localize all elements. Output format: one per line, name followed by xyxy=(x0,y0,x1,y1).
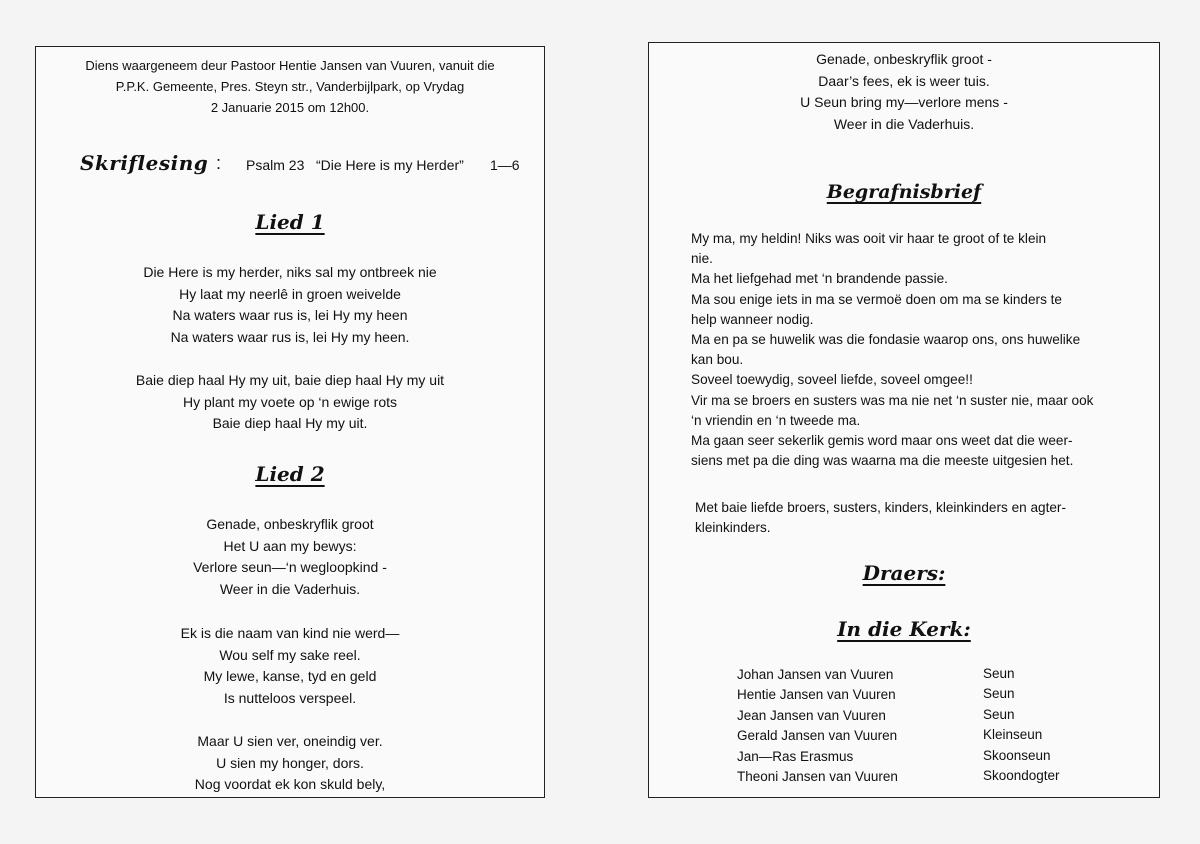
bearer-relation: Seun xyxy=(983,666,1015,681)
bearer-name: Jan—Ras Erasmus xyxy=(737,748,854,764)
letter-line: Ma het liefgehad met ‘n brandende passie. xyxy=(691,271,948,287)
letter-line: siens met pa die ding was waarna ma die meeste uitgesien het. xyxy=(691,453,1074,469)
verse-line: Ek is die naam van kind nie werd— xyxy=(180,625,400,641)
bearers-list xyxy=(737,667,1097,789)
church-title: In die Kerk: xyxy=(837,617,971,641)
letter-line: ‘n vriendin en ‘n tweede ma. xyxy=(691,412,861,428)
bearer-row xyxy=(737,728,1097,748)
letter-line: Vir ma se broers en susters was ma nie net ‘n suster nie, maar ook xyxy=(691,392,1094,408)
letter-heading xyxy=(649,181,1159,204)
verse-line: Na waters waar rus is, lei Hy my heen xyxy=(172,307,408,323)
bearer-row xyxy=(737,749,1097,769)
song2-title: Lied 2 xyxy=(255,462,325,486)
reading-colon: : xyxy=(216,153,222,173)
service-intro xyxy=(36,55,544,118)
bearer-row xyxy=(737,667,1097,687)
reading-label: Skriflesing xyxy=(80,151,209,175)
verse-line: Genade, onbeskryflik groot xyxy=(206,516,374,532)
bearer-relation: Kleinseun xyxy=(983,727,1043,743)
letter-line: Ma en pa se huwelik was die fondasie waarop ons, ons huwelike xyxy=(691,332,1081,348)
verse-line: Genade, onbeskryflik groot - xyxy=(816,51,992,67)
letter-line: help wanneer nodig. xyxy=(691,311,814,327)
bearers-heading xyxy=(649,561,1159,586)
bearer-name: Hentie Jansen van Vuuren xyxy=(737,687,896,703)
intro-line: 2 Januarie 2015 om 12h00. xyxy=(210,100,370,115)
verse-line: Na waters waar rus is, lei Hy my heen. xyxy=(170,328,410,345)
song1-title: Lied 1 xyxy=(255,210,325,234)
bearers-title: Draers: xyxy=(862,561,946,585)
letter-title: Begrafnisbrief xyxy=(826,181,982,203)
bearer-name: Johan Jansen van Vuuren xyxy=(737,667,894,682)
letter-line: nie. xyxy=(691,251,713,267)
scripture-reading xyxy=(80,151,520,178)
letter-line: Soveel toewydig, soveel liefde, soveel omgee!! xyxy=(691,372,973,388)
church-heading xyxy=(649,617,1159,642)
bearer-relation: Seun xyxy=(983,706,1015,722)
bearer-relation: Skoonseun xyxy=(983,747,1051,763)
song2-verse3 xyxy=(36,731,544,796)
verse-line: U Seun bring my—verlore mens - xyxy=(800,94,1008,110)
reading-reference: Psalm 23 xyxy=(246,157,305,173)
verse-line: Baie diep haal Hy my uit. xyxy=(212,415,368,431)
closing-line: Met baie liefde broers, susters, kinders, kleinkinders en agter- xyxy=(695,500,1066,515)
song1-verse2 xyxy=(36,370,544,435)
right-page xyxy=(648,42,1160,798)
verse-line: Hy laat my neerlê in groen weivelde xyxy=(179,285,401,302)
funeral-letter xyxy=(691,229,1131,471)
song2-verse2 xyxy=(36,623,544,709)
song2-heading xyxy=(36,462,544,487)
verse-line: Wou self my sake reel. xyxy=(219,646,361,663)
bearer-relation: Seun xyxy=(983,686,1015,702)
reading-verses: 1—6 xyxy=(490,157,520,173)
bearer-name: Theoni Jansen van Vuuren xyxy=(737,768,898,784)
verse-line: Hy plant my voete op ‘n ewige rots xyxy=(183,393,397,410)
letter-closing xyxy=(695,498,1131,538)
letter-line: Ma gaan seer sekerlik gemis word maar ons weet dat die weer- xyxy=(691,433,1073,449)
verse-line: My lewe, kanse, tyd en geld xyxy=(203,668,377,684)
reading-title: “Die Here is my Herder” xyxy=(316,157,464,173)
bearer-row xyxy=(737,708,1097,728)
intro-line: P.P.K. Gemeente, Pres. Steyn str., Vanderbijlpark, op Vrydag xyxy=(115,79,465,94)
bearer-name: Jean Jansen van Vuuren xyxy=(737,707,886,723)
verse-line: Die Here is my herder, niks sal my ontbreek nie xyxy=(143,264,437,280)
closing-line: kleinkinders. xyxy=(695,520,771,536)
letter-line: Ma sou enige iets in ma se vermoë doen om ma se kinders te xyxy=(691,291,1062,307)
bearer-row xyxy=(737,687,1097,707)
intro-line: Diens waargeneem deur Pastoor Hentie Jansen van Vuuren, vanuit die xyxy=(85,58,495,73)
verse-line: Baie diep haal Hy my uit, baie diep haal Hy my uit xyxy=(135,372,445,388)
verse-line: Is nutteloos verspeel. xyxy=(223,689,357,706)
letter-line: kan bou. xyxy=(691,352,744,368)
verse-line: Het U aan my bewys: xyxy=(223,537,357,554)
song2-verse4 xyxy=(649,49,1159,135)
verse-line: Weer in die Vaderhuis. xyxy=(833,115,975,132)
song1-verse1 xyxy=(36,262,544,348)
verse-line: Maar U sien ver, oneindig ver. xyxy=(197,733,383,749)
bearer-name: Gerald Jansen van Vuuren xyxy=(737,728,898,744)
verse-line: U sien my honger, dors. xyxy=(216,754,364,771)
left-page xyxy=(35,46,545,798)
verse-line: Weer in die Vaderhuis. xyxy=(219,580,361,597)
letter-line: My ma, my heldin! Niks was ooit vir haar te groot of te klein xyxy=(691,231,1047,246)
bearer-row xyxy=(737,769,1097,789)
verse-line: Daar’s fees, ek is weer tuis. xyxy=(818,72,990,89)
verse-line: Verlore seun—‘n wegloopkind - xyxy=(193,559,387,575)
song1-heading xyxy=(36,210,544,235)
verse-line: Nog voordat ek kon skuld bely, xyxy=(194,776,386,792)
song2-verse1 xyxy=(36,514,544,600)
bearer-relation: Skoondogter xyxy=(983,767,1060,783)
